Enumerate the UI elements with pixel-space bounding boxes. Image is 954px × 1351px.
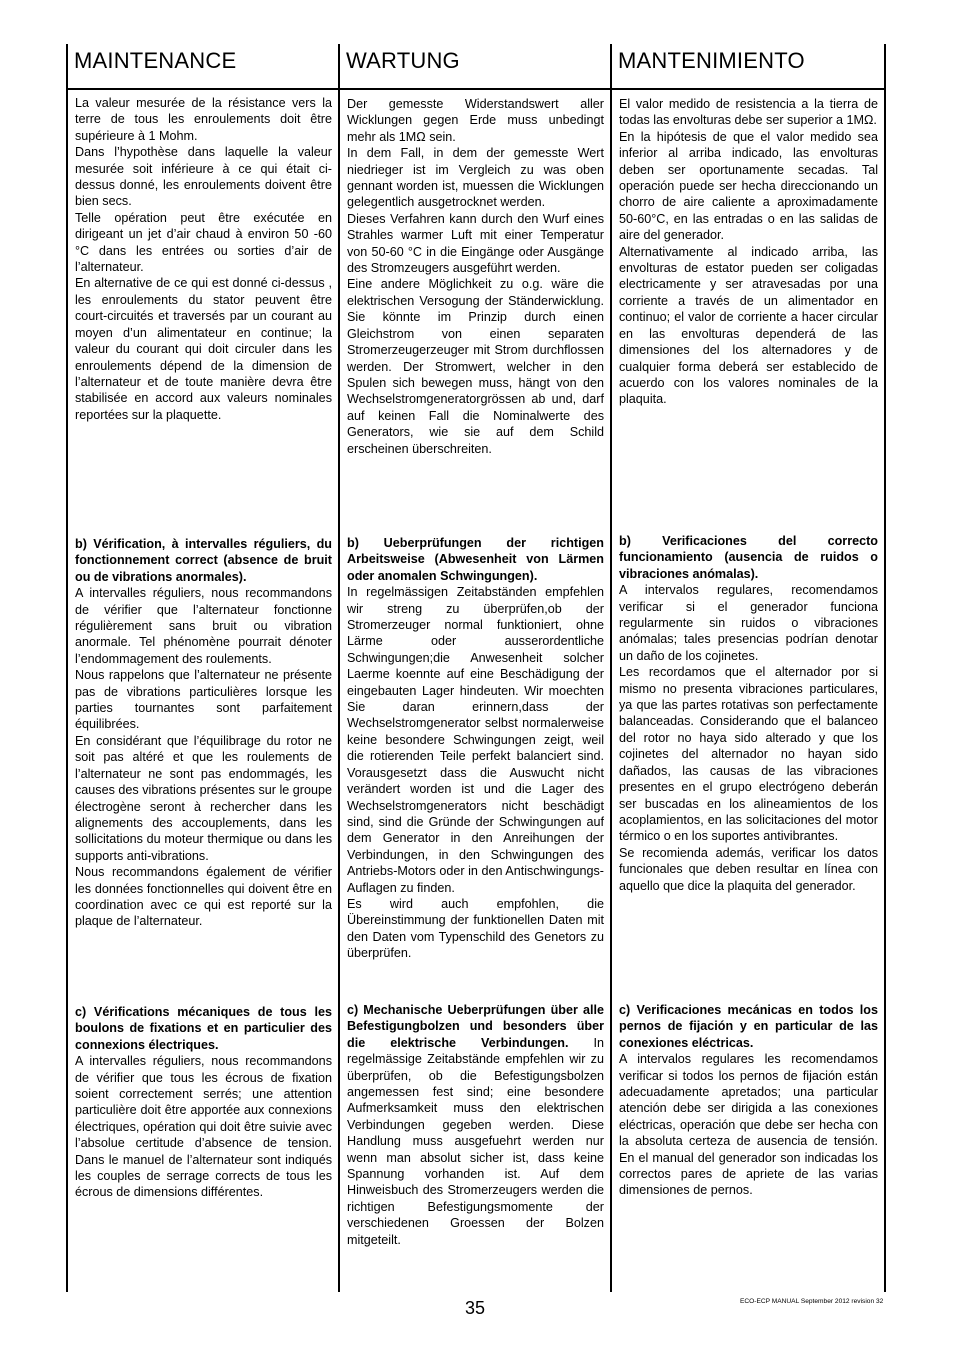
section-operation-check — [347, 535, 604, 962]
paragraph: Es wird auch empfohlen, die Übereinstimmung der funktionellen Daten mit den Daten vom Typenschild des Genetors zu überprüfen. — [347, 896, 604, 961]
manual-page-grid — [66, 44, 886, 1292]
paragraph: In dem Fall, in dem der gemesste Wert niedrieger ist im Vergleich zu was oben gennant worden ist, muessen die Wicklungen gelegentlich ausgetrocknet werden. — [347, 146, 604, 210]
page-number: 35 — [465, 1298, 486, 1318]
column-title: WARTUNG — [346, 48, 460, 73]
paragraph: El valor medido de resistencia a la tierra de todas las envolturas debe ser superior a 1MΩ. — [619, 97, 878, 128]
footer-revision: ECO-ECP MANUAL September 2012 revision 32 — [740, 1298, 884, 1305]
section-heading: b) Ueberprüfungen der richtigen Arbeitsweise (Abwesenheit von Lärmen oder anomalen Schwingungen). — [347, 536, 604, 583]
section-heading: c) Verificaciones mecánicas en todos los pernos de fijación y en particular de las conexiones eléctricas. — [619, 1003, 878, 1050]
column-divider — [66, 44, 68, 1292]
column-divider — [338, 44, 340, 1292]
section-operation-check — [75, 536, 332, 930]
section-mechanical-check — [75, 1004, 332, 1201]
column-title: MAINTENANCE — [74, 48, 237, 73]
paragraph: Les recordamos que el alternador por si mismo no presenta vibraciones particulares, ya que las partes rotativas son perfectamente balanceadas. Considerando que el balanceo del rotor no haya sido alterado y que los cojinetes del alternador no hayan sido dañados, las causas de las vibraciones presentes en el grupo electrógeno deberán ser buscadas en los alineamientos de los acoplamientos, en las solicitaciones del motor térmico o en los suportes antivibrantes. — [619, 665, 878, 844]
section-heading: c) Vérifications mécaniques de tous les boulons de fixations et en particulier des connexions électriques. — [75, 1005, 332, 1052]
section-operation-check — [619, 533, 878, 894]
paragraph: Dans l’hypothèse dans laquelle la valeur mesurée soit inférieure à ce qui était ci-dessus donné, les enroulements doivent être bien secs. — [75, 145, 332, 209]
paragraph: En la hipótesis de que el valor medido sea inferior al arriba indicado, las envolturas deben ser oportunamente secadas. Tal operación puede ser hecha direccionando un chorro de aire caliente a aproximadamente 50-60°C, en las entradas o en las salidas de aire del generador. — [619, 129, 878, 243]
paragraph: A intervalos regulares, recomendamos verificar si el generador funciona regularmente sin ruidos o vibraciones anómalas; tales presencias podrían denotar un daño de los cojinetes. — [619, 583, 878, 663]
paragraph: En considérant que l’équilibrage du rotor ne soit pas altéré et que les roulements de l’alternateur ne sont pas endommagés, les causes des vibrations présentes sur le groupe électrogène seront à rechercher dans les alignements des accouplements, dans les sollicitations du moteur thermique ou dans les supports anti-vibrations. — [75, 733, 332, 863]
header-rule — [66, 88, 886, 90]
section-mechanical-check — [347, 1002, 604, 1248]
column-divider — [884, 44, 886, 1292]
paragraph: A intervalles réguliers, nous recommandons de vérifier que l’alternateur fonctionne régulièrement sans bruit ou vibration anormale. Tel phénomène pourrait dénoter l’endommagement des roulements. — [75, 586, 332, 666]
paragraph: A intervalos regulares les recomendamos verificar si todos los pernos de fijación están adecuadamente apretados; una particular atención debe ser dirigida a las conexiones eléctricas, operación que debe ser hecha con la absoluta certeza de ausencia de tensión. En el manual del generador son indicadas los correctos pares de apriete de las varias dimensiones de pernos. — [619, 1052, 878, 1198]
paragraph: Telle opération peut être exécutée en dirigeant un jet d’air chaud à environ 50 -60 °C dans les entrées ou sorties d’air de l’alternateur. — [75, 210, 332, 275]
paragraph: Se recomienda además, verificar los datos funcionales que deben resultar en línea con aquello que dice la plaquita del generador. — [619, 845, 878, 893]
section-heading: b) Verificaciones del correcto funcionamiento (ausencia de ruidos o vibraciones anómalas). — [619, 534, 878, 581]
section-heading: c) Mechanische Ueberprüfungen über alle Befestigungbolzen und besonders über die elektrische Verbindungen. — [347, 1003, 604, 1050]
paragraph: En alternative de ce qui est donné ci-dessus , les enroulements du stator peuvent être court-circuités et traversés par un courant au moyen d’un alimentateur en continue; la valeur du courant qui doit circuler dans les enroulements dépend de la dimension de l’alternateur et de toute manière devra être stabilisée en accord aux valeurs nominales reportées sur la plaquette. — [75, 276, 332, 422]
section-insulation — [619, 96, 878, 408]
paragraph: Der gemesste Widerstandswert aller Wicklungen gegen Erde muss unbedingt mehr als 1MΩ sein. — [347, 97, 604, 144]
paragraph: Eine andere Möglichkeit zu o.g. wäre die elektrischen Versogung der Ständerwicklung. Sie könnte im Prinzip durch einen Gleichstrom von einen separaten Stromerzeugerzeuger mit Strom durchflossen werden. Der Stromwert, welcher in den Spulen sich bewegen muss, hängt von den Wechselstromgeneratorgrössen ab und, darf auf keinen Fall die Nominalwerte des Generators, wie sie auf dem Schild erscheinen überschreiten. — [347, 277, 604, 456]
paragraph: Dieses Verfahren kann durch den Wurf eines Strahles warmer Luft mit einer Temperatur von 50-60 °C in die Eingänge oder Ausgänge des Stromzeugers ausgeführt werden. — [347, 211, 604, 276]
paragraph: In regelmässige Zeitabstände empfehlen wir zu überprüfen, ob die Befestigungsbolzen angemessen fest sind; eine besondere Aufmerksamkeit muss den elektrischen Verbindungen gegeben werden. Diese Handlung muss ausgefuehrt werden nur wenn man absolut sicher ist, dass keine Spannung vorhanden ist. Auf dem Hinweisbuch des Stromerzeugers werden die richtigen Befestigungsmomente der verschiedenen Groessen der Bolzen mitgeteilt. — [347, 1035, 605, 1247]
paragraph: In regelmässigen Zeitabständen empfehlen wir streng zu überprüfen,ob der Stromerzeuger normal funktioniert, ohne Lärme oder ausserordentliche Schwingungen;die Anwesenheit solcher Laerme koennte auf eine Beschädigung der eingebauten Lager hindeuten. Wir moechten Sie daran erinnern,dass der Wechselstromgenerator selbst normalerweise keine besondere Schwingungen zeigt, weil die rotierenden Teile perfekt balanciert sind. Vorausgesetzt dass die Auswucht nicht verändert worden ist und die Lager des Wechselstromgenerators nicht beschädigt sind, sind die Gründe der Schwingungen auf dem Generator in den Anreihungen der Verbindungen, in den Schwingungen des Antriebs-Motors oder in den Antischwingungs-Auflagen zu finden. — [347, 585, 604, 895]
paragraph: Alternativamente al indicado arriba, las envolturas de estator pueden ser coligadas electricamente y ser atravesadas por una corriente a través de un alimentador en continuo; el valor de corriente a hacer circular en las envolturas dependerá de las dimensiones del los alternadores y de cualquier forma deberá ser establecido de acuerdo con los valores nominales de la plaquita. — [619, 244, 878, 407]
column-title: MANTENIMIENTO — [618, 48, 805, 73]
paragraph: Nous recommandons également de vérifier les données fonctionnelles qui doivent être en coordination avec ce qui est reporté sur la plaque de l’alternateur. — [75, 865, 332, 929]
section-mechanical-check — [619, 1002, 878, 1199]
section-insulation — [75, 95, 332, 423]
paragraph: La valeur mesurée de la résistance vers la terre de tous les enroulements doit être supérieure à 1 Mohm. — [75, 96, 332, 143]
section-heading: b) Vérification, à intervalles réguliers, du fonctionnement correct (absence de bruit ou de vibrations anormales). — [75, 537, 332, 584]
column-divider — [610, 44, 612, 1292]
paragraph: A intervalles réguliers, nous recommandons de vérifier que tous les écrous de fixation soient correctement serrés; une attention particulière doit être apportée aux connexions électriques, opération qui doit être suivie avec l’absolue certitude d’absence de tension. Dans le manuel de l’alternateur sont indiqués les couples de serrage corrects de tous les écrous de dimensions différentes. — [75, 1054, 332, 1200]
section-insulation — [347, 96, 604, 457]
paragraph: Nous rappelons que l’alternateur ne présente pas de vibrations particulières lorsque les parties tournantes sont parfaitement équilibrées. — [75, 668, 332, 732]
